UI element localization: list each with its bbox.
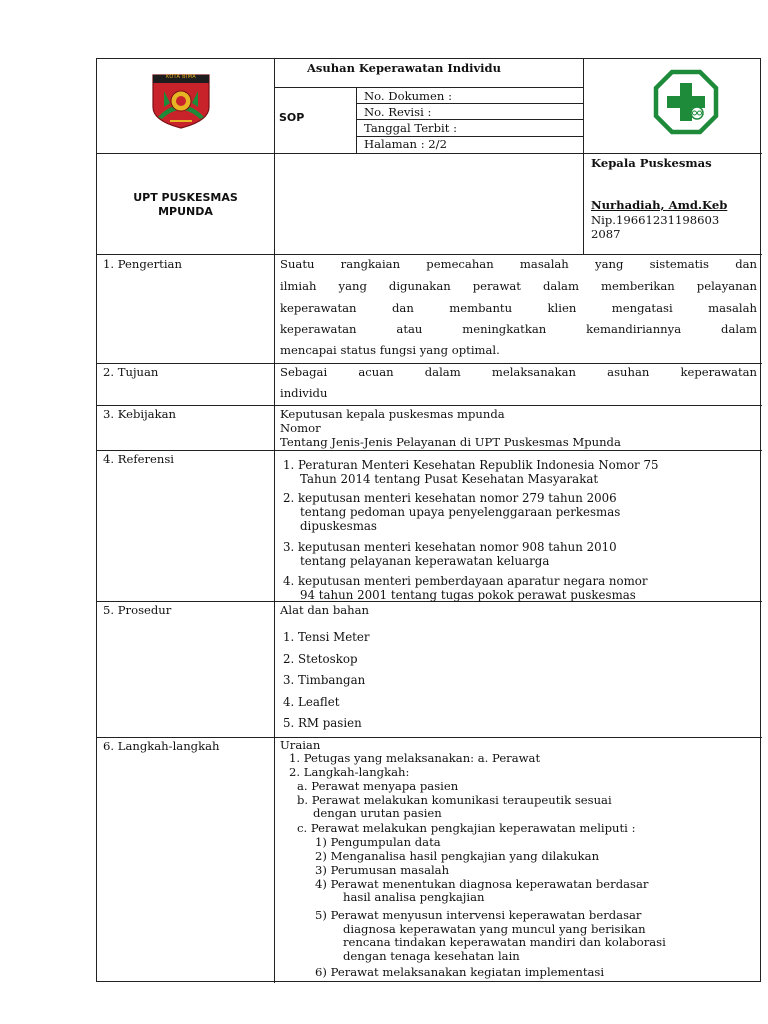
- pengertian-line: ilmiah yang digunakan perawat dalam memberikan pelayanan: [280, 279, 757, 293]
- prosedur-item: 2. Stetoskop: [283, 652, 358, 666]
- prosedur-item: 1. Tensi Meter: [283, 630, 370, 644]
- langkah-line: 5) Perawat menyusun intervensi keperawatan berdasar: [315, 908, 642, 922]
- puskesmas-logo-icon: [653, 69, 719, 135]
- header-bottom-line: [97, 254, 762, 255]
- section-label-prosedur: 5. Prosedur: [103, 603, 172, 617]
- pengertian-line: mencapai status fungsi yang optimal.: [280, 343, 500, 357]
- prosedur-heading: Alat dan bahan: [280, 603, 370, 617]
- section-label-pengertian: 1. Pengertian: [103, 257, 182, 271]
- row-divider: [97, 737, 762, 738]
- tujuan-line: Sebagai acuan dalam melaksanakan asuhan keperawatan: [280, 365, 757, 379]
- title-divider: [274, 87, 583, 88]
- langkah-line: 4) Perawat menentukan diagnosa keperawatan berdasar: [315, 877, 649, 891]
- sop-label: SOP: [279, 111, 305, 124]
- langkah-line: dengan tenaga kesehatan lain: [343, 949, 520, 963]
- langkah-heading: Uraian: [280, 738, 321, 752]
- kebijakan-line: Nomor: [280, 421, 321, 435]
- kepala-title: Kepala Puskesmas: [591, 156, 712, 170]
- referensi-item: 2. keputusan menteri kesehatan nomor 279 tahun 2006: [283, 491, 617, 505]
- prosedur-item: 4. Leaflet: [283, 695, 340, 709]
- section-label-kebijakan: 3. Kebijakan: [103, 407, 176, 421]
- header-divider-1: [274, 59, 275, 254]
- langkah-line: c. Perawat melakukan pengkajian keperawatan meliputi :: [297, 821, 636, 835]
- referensi-item: 4. keputusan menteri pemberdayaan aparatur negara nomor: [283, 574, 648, 588]
- referensi-item: 3. keputusan menteri kesehatan nomor 908 tahun 2010: [283, 540, 617, 554]
- langkah-line: 2) Menganalisa hasil pengkajian yang dilakukan: [315, 849, 600, 863]
- prosedur-item: 5. RM pasien: [283, 716, 362, 730]
- sop-divider: [356, 87, 357, 153]
- nip-line1: Nip.19661231198603: [591, 213, 720, 227]
- field-divider: [356, 119, 583, 120]
- referensi-item-cont: tentang pedoman upaya penyelenggaraan perkesmas: [300, 505, 621, 519]
- row-divider: [97, 450, 762, 451]
- langkah-line: 1. Petugas yang melaksanakan: a. Perawat: [289, 751, 541, 765]
- kebijakan-line: Keputusan kepala puskesmas mpunda: [280, 407, 505, 421]
- section-label-tujuan: 2. Tujuan: [103, 365, 159, 379]
- org-name-line2: MPUNDA: [158, 205, 213, 218]
- nip-line2: 2087: [591, 227, 621, 241]
- kepala-name: Nurhadiah, Amd.Keb: [591, 198, 728, 212]
- langkah-line: 3) Perumusan masalah: [315, 863, 450, 877]
- revision-field: No. Revisi :: [364, 105, 432, 119]
- langkah-line: 1) Pengumpulan data: [315, 835, 441, 849]
- kota-bima-emblem-icon: [150, 73, 212, 129]
- prosedur-item: 3. Timbangan: [283, 673, 366, 687]
- referensi-item-cont: Tahun 2014 tentang Pusat Kesehatan Masyarakat: [300, 472, 599, 486]
- document-title: Asuhan Keperawatan Individu: [307, 61, 501, 75]
- section-label-langkah: 6. Langkah-langkah: [103, 739, 220, 753]
- section-label-referensi: 4. Referensi: [103, 452, 175, 466]
- emblem-label: KOTA BIMA: [166, 74, 196, 80]
- header-row-divider: [97, 153, 762, 154]
- sop-document: [96, 58, 761, 982]
- langkah-line: 2. Langkah-langkah:: [289, 765, 410, 779]
- langkah-line: diagnosa keperawatan yang muncul yang berisikan: [343, 922, 646, 936]
- row-divider: [97, 405, 762, 406]
- pengertian-line: keperawatan atau meningkatkan kemandiriannya dalam: [280, 322, 757, 336]
- referensi-item: 1. Peraturan Menteri Kesehatan Republik Indonesia Nomor 75: [283, 458, 659, 472]
- header-divider-2: [583, 59, 584, 254]
- langkah-line: 6) Perawat melaksanakan kegiatan implementasi: [315, 965, 605, 979]
- langkah-line: dengan urutan pasien: [313, 806, 442, 820]
- referensi-item-cont: 94 tahun 2001 tentang tugas pokok perawat puskesmas: [300, 588, 636, 602]
- referensi-item-cont: dipuskesmas: [300, 519, 377, 533]
- field-divider: [356, 103, 583, 104]
- pengertian-line: keperawatan dan membantu klien mengatasi masalah: [280, 301, 757, 315]
- langkah-line: a. Perawat menyapa pasien: [297, 779, 459, 793]
- publish-date-field: Tanggal Terbit :: [364, 121, 457, 135]
- kebijakan-line: Tentang Jenis-Jenis Pelayanan di UPT Puskesmas Mpunda: [280, 435, 621, 449]
- org-name-line1: UPT PUSKESMAS: [133, 191, 238, 204]
- langkah-line: rencana tindakan keperawatan mandiri dan kolaborasi: [343, 935, 666, 949]
- doc-number-field: No. Dokumen :: [364, 89, 452, 103]
- tujuan-line: individu: [280, 386, 328, 400]
- langkah-line: b. Perawat melakukan komunikasi teraupeutik sesuai: [297, 793, 612, 807]
- pengertian-line: Suatu rangkaian pemecahan masalah yang sistematis dan: [280, 257, 757, 271]
- row-divider: [97, 363, 762, 364]
- referensi-item-cont: tentang pelayanan keperawatan keluarga: [300, 554, 550, 568]
- page-field: Halaman : 2/2: [364, 137, 447, 151]
- langkah-line: hasil analisa pengkajian: [343, 890, 485, 904]
